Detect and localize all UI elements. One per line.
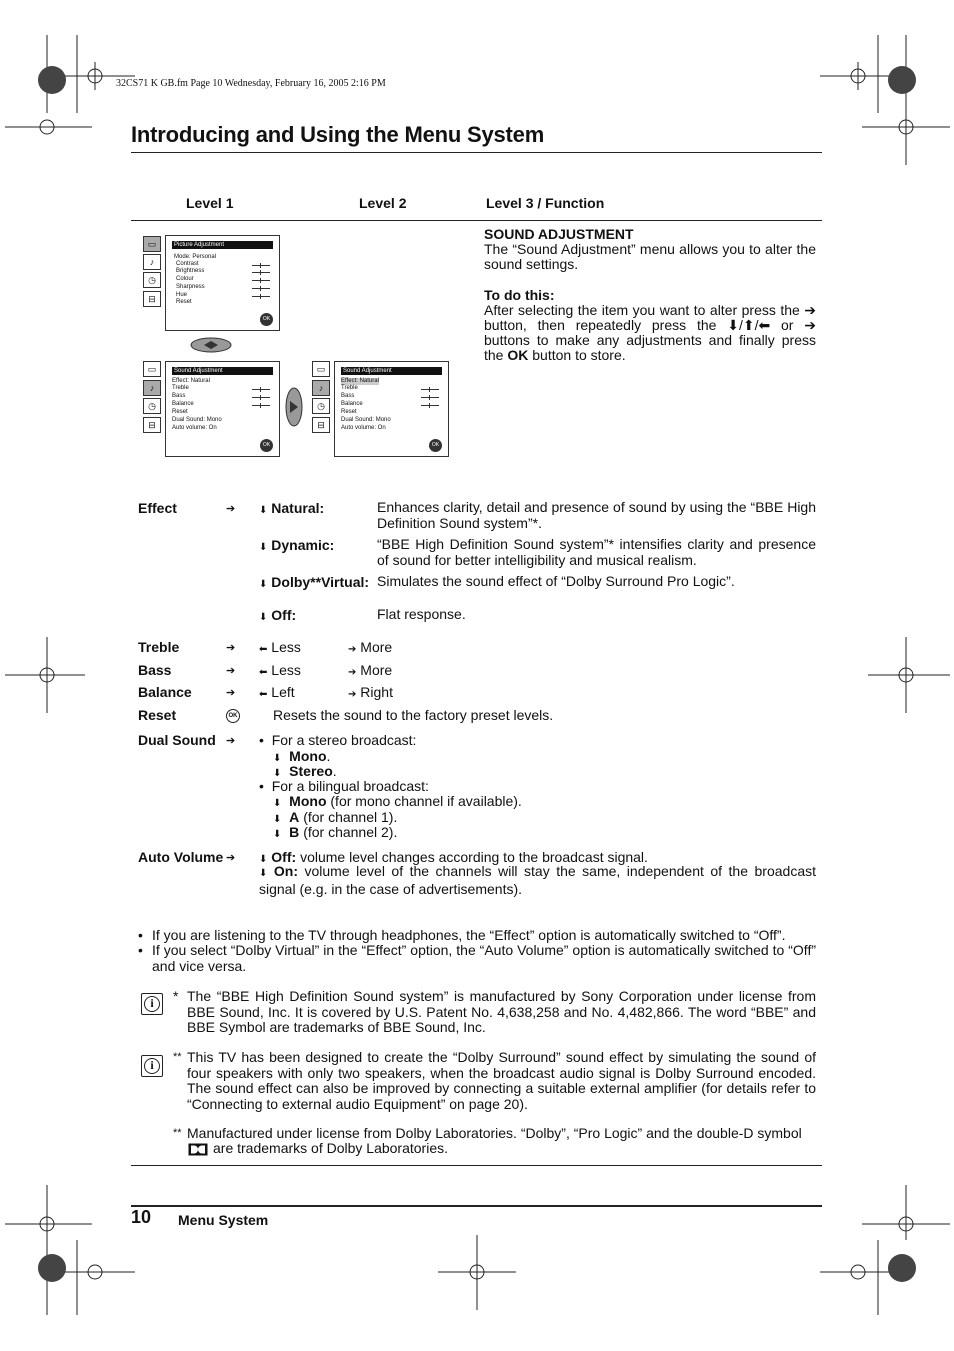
screen-row: Mode: Personal	[174, 254, 217, 260]
screen-row: Treble	[341, 385, 358, 391]
column-level2: Level 2	[359, 195, 407, 211]
effect-option: ⬇ Natural:	[259, 500, 325, 516]
screen-row: Contrast	[176, 261, 199, 267]
list-item: • For a stereo broadcast:	[259, 732, 417, 748]
todo-text: After selecting the item you want to alter press the ➔ button, then repeatedly press the ⬇/⬆/⬅ or ➔ buttons to make any adjustments and finally press the OK button to store.	[484, 302, 816, 363]
effect-description: Enhances clarity, detail and presence of sound by using the “BBE High Definition Sound system”*.	[377, 499, 816, 531]
bass-left: ⬅ Less	[259, 662, 301, 678]
header-rule	[131, 220, 822, 221]
effect-option: ⬇ Dynamic:	[259, 537, 335, 553]
screen-row: Balance	[341, 401, 363, 407]
reset-label: Reset	[138, 707, 177, 723]
picture-menu-icon: ▭	[143, 236, 161, 252]
right-arrow-icon: ➔	[226, 852, 236, 864]
footnote-text: The “BBE High Definition Sound system” is manufactured by Sony Corporation under license from BBE Sound, Inc. It is covered by U.S. Patent No. 4,638,258 and No. 4,482,866. The word “BBE” and BBE Symbol are trademarks of BBE Sound, Inc.	[187, 988, 816, 1035]
right-arrow-icon: ➔	[226, 687, 236, 699]
dual-sound-label: Dual Sound	[138, 732, 216, 748]
file-header: 32CS71 K GB.fm Page 10 Wednesday, February 16, 2005 2:16 PM	[116, 78, 386, 89]
right-button-icon	[285, 387, 303, 427]
screen-row: Colour	[176, 276, 194, 282]
bass-label: Bass	[138, 662, 172, 678]
timer-menu-icon: ◷	[312, 398, 330, 414]
timer-menu-icon: ◷	[143, 398, 161, 414]
bullet-text: If you select “Dolby Virtual” in the “Effect” option, the “Auto Volume” option is automatically switched to “Off” and vice versa.	[152, 942, 816, 974]
sound-menu-icon: ♪	[312, 380, 330, 396]
picture-adjustment-screen	[165, 235, 280, 331]
screen-row: Hue	[176, 292, 188, 298]
todo-heading: To do this:	[484, 287, 555, 303]
screen-row: Balance	[172, 401, 194, 407]
effect-label: Effect	[138, 500, 177, 516]
intro-text: The “Sound Adjustment” menu allows you to alter the sound settings.	[484, 241, 816, 272]
notes-rule	[131, 1165, 822, 1166]
down-button-icon	[190, 337, 232, 353]
auto-volume-label: Auto Volume	[138, 849, 224, 865]
effect-option: ⬇ Off:	[259, 607, 297, 623]
balance-left: ⬅ Left	[259, 684, 295, 700]
balance-label: Balance	[138, 684, 192, 700]
effect-option: ⬇ Dolby**Virtual:	[259, 574, 370, 590]
list-item: • For a bilingual broadcast:	[259, 778, 429, 794]
screen-row: Treble	[172, 385, 189, 391]
screen-title: Sound Adjustment	[341, 367, 442, 375]
timer-menu-icon: ◷	[143, 272, 161, 288]
treble-left: ⬅ Less	[259, 639, 301, 655]
screen-row: Auto volume: On	[341, 425, 386, 431]
balance-right: ➔ Right	[348, 684, 393, 700]
footnote-mark: **	[173, 1127, 182, 1139]
footer-section: Menu System	[178, 1212, 269, 1228]
dolby-logo-icon	[188, 1143, 208, 1156]
bullet-marker: •	[138, 927, 143, 943]
page-number: 10	[131, 1207, 152, 1227]
setup-menu-icon: ⊟	[143, 417, 161, 433]
auto-volume-off: ⬇ Off: volume level changes according to the broadcast signal.	[259, 849, 648, 865]
treble-label: Treble	[138, 639, 180, 655]
bass-right: ➔ More	[348, 662, 393, 678]
bullet-marker: •	[138, 942, 143, 958]
column-level1: Level 1	[186, 195, 234, 211]
column-level3: Level 3 / Function	[486, 195, 605, 211]
screen-row: Reset	[341, 409, 357, 415]
screen-row: Dual Sound: Mono	[341, 417, 391, 423]
screen-row: Reset	[172, 409, 188, 415]
screen-title: Sound Adjustment	[172, 367, 273, 375]
footnote-text: are trademarks of Dolby Laboratories.	[213, 1140, 448, 1156]
list-item: ⬇ Mono (for mono channel if available).	[273, 793, 522, 809]
list-item: ⬇ Stereo.	[273, 763, 337, 779]
page-title: Introducing and Using the Menu System	[131, 122, 545, 147]
screen-row: Reset	[176, 299, 192, 305]
sound-adjustment-screen-effect	[334, 361, 449, 457]
effect-description: Flat response.	[377, 606, 466, 622]
list-item: ⬇ Mono.	[273, 748, 331, 764]
screen-row: Auto volume: On	[172, 425, 217, 431]
effect-description: Simulates the sound effect of “Dolby Surround Pro Logic”.	[377, 573, 735, 589]
footnote-text: This TV has been designed to create the “Dolby Surround” sound effect by simulating the sound of four speakers with only two speakers, when the broadcast audio signal is Dolby Surround encoded. The sound effect can also be improved by connecting a suitable external amplifier (for details refer to “Connecting to external audio Equipment” on page 20).	[187, 1049, 816, 1112]
footnote-text: Manufactured under license from Dolby Laboratories. “Dolby”, “Pro Logic” and the double-D symbol	[187, 1125, 802, 1141]
sound-menu-icon: ♪	[143, 254, 161, 270]
bullet-text: If you are listening to the TV through headphones, the “Effect” option is automatically switched to “Off”.	[152, 927, 786, 943]
screen-row: Sharpness	[176, 284, 205, 290]
picture-menu-icon: ▭	[312, 361, 330, 377]
right-arrow-icon: ➔	[226, 735, 236, 747]
ok-icon: OK	[226, 709, 240, 723]
section-heading: SOUND ADJUSTMENT	[484, 226, 634, 242]
right-arrow-icon: ➔	[226, 642, 236, 654]
ok-icon: OK	[429, 439, 442, 452]
reset-description: Resets the sound to the factory preset levels.	[273, 707, 554, 723]
treble-right: ➔ More	[348, 639, 393, 655]
title-rule	[131, 152, 822, 153]
list-item: ⬇ B (for channel 2).	[273, 824, 398, 840]
auto-volume-on: ⬇ On: volume level of the channels will stay the same, independent of the broadcast signal (e.g. in the case of advertisements).	[259, 863, 816, 897]
setup-menu-icon: ⊟	[143, 291, 161, 307]
footnote-mark: *	[173, 988, 179, 1004]
info-icon: i	[141, 1055, 163, 1077]
screen-row: Effect: Natural	[341, 378, 379, 384]
info-icon: i	[141, 993, 163, 1015]
screen-row: Effect: Natural	[172, 378, 210, 384]
screen-row: Brightness	[176, 268, 205, 274]
screen-row: Dual Sound: Mono	[172, 417, 222, 423]
footnote-mark: **	[173, 1051, 182, 1063]
picture-menu-icon: ▭	[143, 361, 161, 377]
sound-menu-icon: ♪	[143, 380, 161, 396]
screen-title: Picture Adjustment	[172, 241, 273, 249]
ok-icon: OK	[260, 313, 273, 326]
right-arrow-icon: ➔	[226, 503, 236, 515]
sound-adjustment-screen	[165, 361, 280, 457]
screen-row: Bass	[341, 393, 355, 399]
setup-menu-icon: ⊟	[312, 417, 330, 433]
screen-row: Bass	[172, 393, 186, 399]
effect-description: “BBE High Definition Sound system”* intensifies clarity and presence of sound for better intelligibility and musical realism.	[377, 536, 816, 568]
list-item: ⬇ A (for channel 1).	[273, 809, 398, 825]
footer-rule	[131, 1205, 822, 1207]
ok-icon: OK	[260, 439, 273, 452]
right-arrow-icon: ➔	[226, 665, 236, 677]
